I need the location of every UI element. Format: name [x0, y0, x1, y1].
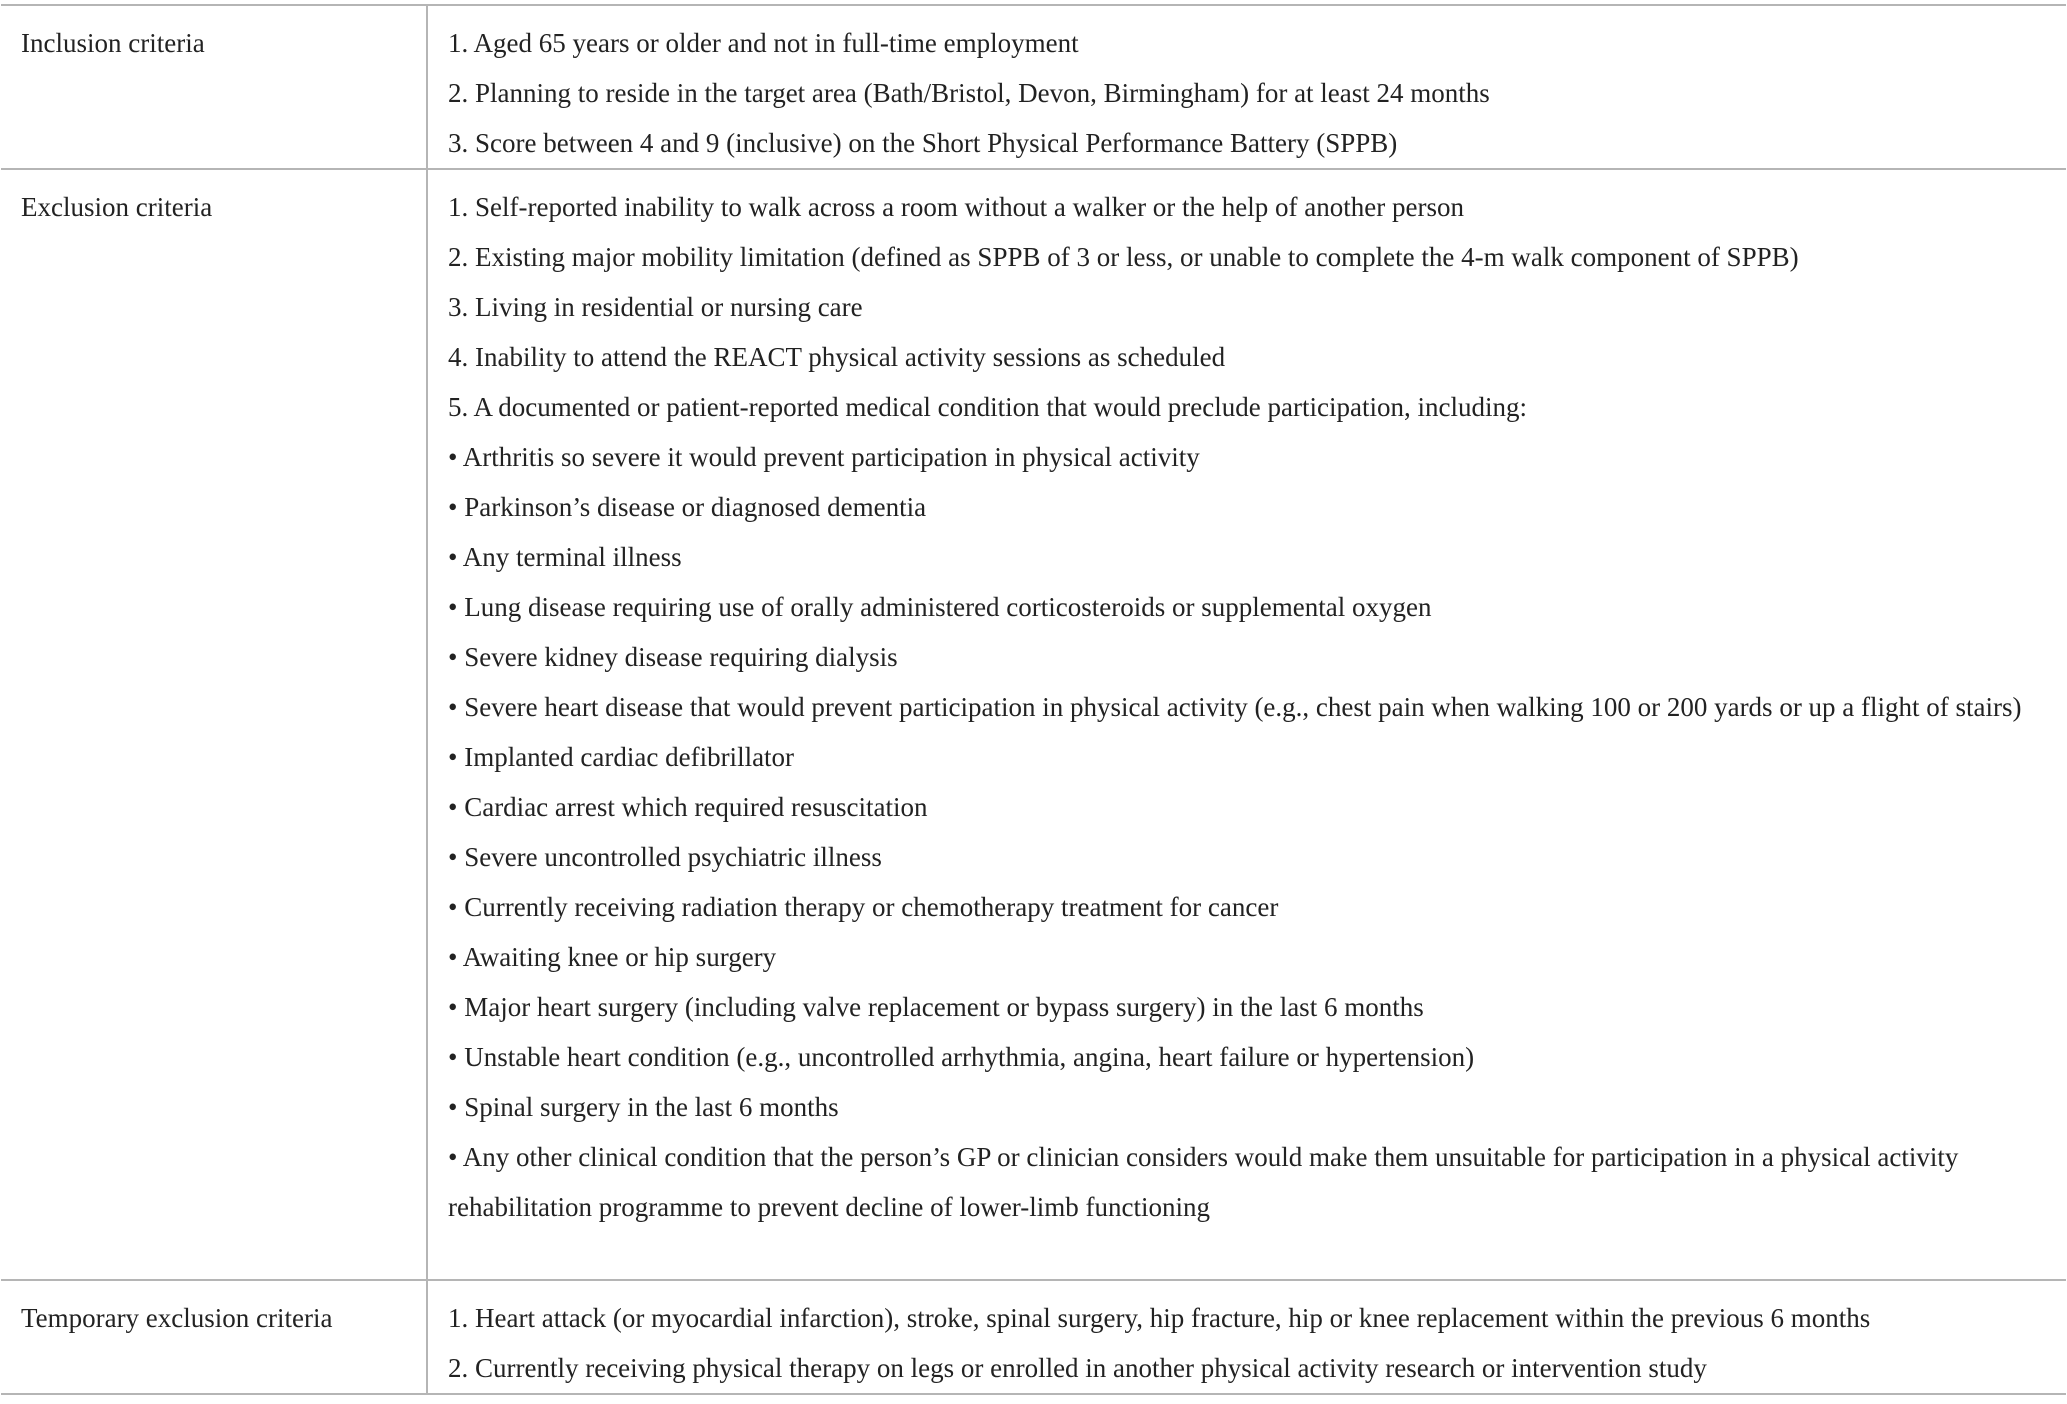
- criteria-list: [448, 1293, 2056, 1393]
- list-item: 3. Score between 4 and 9 (inclusive) on the Short Physical Performance Battery (SPPB): [448, 128, 1398, 158]
- table-row-exclusion: [1, 169, 2066, 1280]
- list-item: • Severe uncontrolled psychiatric illness: [448, 842, 882, 872]
- list-item: • Spinal surgery in the last 6 months: [448, 1092, 839, 1122]
- list-item: • Unstable heart condition (e.g., uncontrolled arrhythmia, angina, heart failure or hypertension): [448, 1042, 1475, 1072]
- row-label-cell: [1, 1280, 427, 1394]
- list-item: • Currently receiving radiation therapy or chemotherapy treatment for cancer: [448, 892, 1279, 922]
- list-item: • Severe kidney disease requiring dialysis: [448, 642, 898, 672]
- list-item: 2. Existing major mobility limitation (defined as SPPB of 3 or less, or unable to complete the 4-m walk component of SPPB): [448, 242, 1799, 272]
- row-items-cell: [427, 1280, 2066, 1394]
- row-items-cell: [427, 5, 2066, 169]
- criteria-table: [1, 4, 2066, 1395]
- list-item: • Major heart surgery (including valve replacement or bypass surgery) in the last 6 months: [448, 992, 1424, 1022]
- row-label-cell: [1, 5, 427, 169]
- list-item: • Severe heart disease that would prevent participation in physical activity (e.g., chest pain when walking 100 or 200 yards or up a flight of stairs): [448, 692, 2022, 722]
- criteria-list: [448, 182, 2056, 1232]
- table-row-inclusion: [1, 5, 2066, 169]
- row-label: Temporary exclusion criteria: [21, 1303, 333, 1333]
- list-item: • Parkinson’s disease or diagnosed dementia: [448, 492, 927, 522]
- row-items-cell: [427, 169, 2066, 1280]
- list-item: 2. Currently receiving physical therapy on legs or enrolled in another physical activity research or intervention study: [448, 1353, 1707, 1383]
- row-label: Exclusion criteria: [21, 192, 213, 222]
- row-label: Inclusion criteria: [21, 28, 205, 58]
- row-label-cell: [1, 169, 427, 1280]
- list-item: 2. Planning to reside in the target area (Bath/Bristol, Devon, Birmingham) for at least 24 months: [448, 78, 1490, 108]
- list-item: • Arthritis so severe it would prevent participation in physical activity: [448, 442, 1200, 472]
- list-item: • Implanted cardiac defibrillator: [448, 742, 795, 772]
- list-item: 1. Heart attack (or myocardial infarction), stroke, spinal surgery, hip fracture, hip or knee replacement within the previous 6 months: [448, 1303, 1871, 1333]
- list-item: • Any other clinical condition that the person’s GP or clinician considers would make them unsuitable for participation in a physical activity rehabilitation programme to prevent decline of lower-limb functioning: [448, 1142, 1959, 1222]
- table-row-temporary-exclusion: [1, 1280, 2066, 1394]
- list-item: 4. Inability to attend the REACT physical activity sessions as scheduled: [448, 342, 1226, 372]
- list-item: • Any terminal illness: [448, 542, 682, 572]
- list-item: 1. Aged 65 years or older and not in full-time employment: [448, 28, 1079, 58]
- list-item: 1. Self-reported inability to walk across a room without a walker or the help of another person: [448, 192, 1464, 222]
- list-item: • Awaiting knee or hip surgery: [448, 942, 777, 972]
- list-item: 5. A documented or patient-reported medical condition that would preclude participation, including:: [448, 392, 1527, 422]
- list-item: • Cardiac arrest which required resuscitation: [448, 792, 928, 822]
- criteria-list: [448, 18, 2056, 168]
- list-item: 3. Living in residential or nursing care: [448, 292, 863, 322]
- list-item: • Lung disease requiring use of orally administered corticosteroids or supplemental oxygen: [448, 592, 1432, 622]
